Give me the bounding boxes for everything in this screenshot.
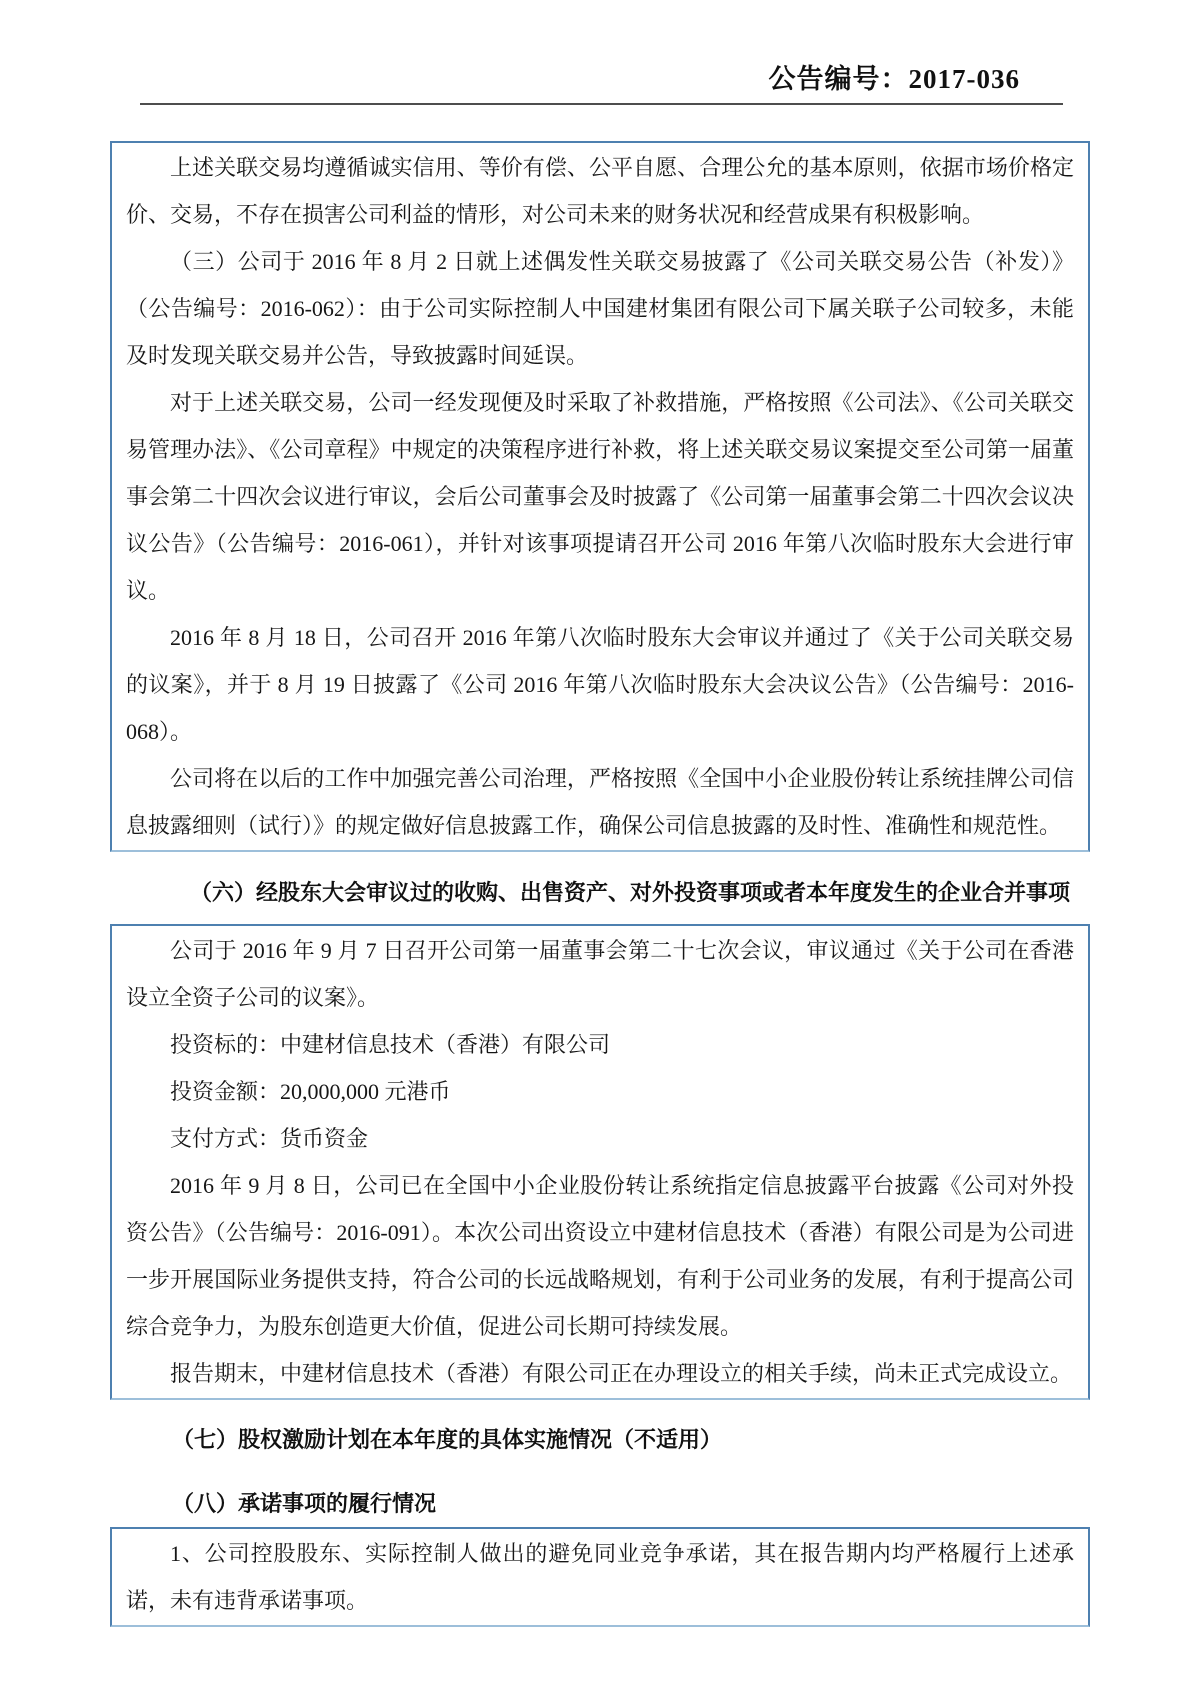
paragraph: 公司于 2016 年 9 月 7 日召开公司第一届董事会第二十七次会议，审议通过《关于公司在香港设立全资子公司的议案》。 (126, 938, 1074, 1010)
paragraph: 1、公司控股股东、实际控制人做出的避免同业竞争承诺，其在报告期内均严格履行上述承诺，未有违背承诺事项。 (126, 1541, 1074, 1613)
paragraph: 2016 年 8 月 18 日，公司召开 2016 年第八次临时股东大会审议并通过了《关于公司关联交易的议案》，并于 8 月 19 日披露了《公司 2016 年第八次临时股东大会决议公告》（公告编号：2016-068）。 (126, 625, 1074, 744)
related-transactions-textbox (110, 141, 1090, 852)
paragraph: （三）公司于 2016 年 8 月 2 日就上述偶发性关联交易披露了《公司关联交易公告（补发）》（公告编号：2016-062）：由于公司实际控制人中国建材集团有限公司下属关联子公司较多，未能及时发现关联交易并公告，导致披露时间延误。 (126, 249, 1074, 368)
paragraph: 投资金额：20,000,000 元港币 (170, 1079, 451, 1104)
section-heading-eight: （八）承诺事项的履行情况 (172, 1491, 437, 1516)
header-divider-line (140, 103, 1063, 105)
paragraph: 公司将在以后的工作中加强完善公司治理，严格按照《全国中小企业股份转让系统挂牌公司信息披露细则（试行）》的规定做好信息披露工作，确保公司信息披露的及时性、准确性和规范性。 (126, 766, 1074, 838)
paragraph: 报告期末，中建材信息技术（香港）有限公司正在办理设立的相关手续，尚未正式完成设立。 (170, 1361, 1073, 1386)
paragraph: 投资标的：中建材信息技术（香港）有限公司 (170, 1032, 611, 1057)
commitments-textbox (110, 1527, 1090, 1627)
announcement-number: 公告编号：2017-036 (768, 64, 1020, 94)
investment-textbox (110, 924, 1090, 1400)
paragraph: 上述关联交易均遵循诚实信用、等价有偿、公平自愿、合理公允的基本原则，依据市场价格定价、交易，不存在损害公司利益的情形，对公司未来的财务状况和经营成果有积极影响。 (126, 155, 1074, 227)
paragraph: 2016 年 9 月 8 日，公司已在全国中小企业股份转让系统指定信息披露平台披露《公司对外投资公告》（公告编号：2016-091）。本次公司出资设立中建材信息技术（香港）有限公司是为公司进一步开展国际业务提供支持，符合公司的长远战略规划，有利于公司业务的发展，有利于提高公司综合竞争力，为股东创造更大价值，促进公司长期可持续发展。 (126, 1173, 1074, 1339)
paragraph: 支付方式：货币资金 (170, 1126, 369, 1151)
section-heading-six: （六）经股东大会审议过的收购、出售资产、对外投资事项或者本年度发生的企业合并事项 (190, 880, 1071, 905)
section-heading-seven: （七）股权激励计划在本年度的具体实施情况（不适用） (172, 1427, 723, 1452)
paragraph: 对于上述关联交易，公司一经发现便及时采取了补救措施，严格按照《公司法》、《公司关联交易管理办法》、《公司章程》中规定的决策程序进行补救，将上述关联交易议案提交至公司第一届董事会第二十四次会议进行审议，会后公司董事会及时披露了《公司第一届董事会第二十四次会议决议公告》（公告编号：2016-061），并针对该事项提请召开公司 2016 年第八次临时股东大会进行审议。 (126, 390, 1074, 603)
